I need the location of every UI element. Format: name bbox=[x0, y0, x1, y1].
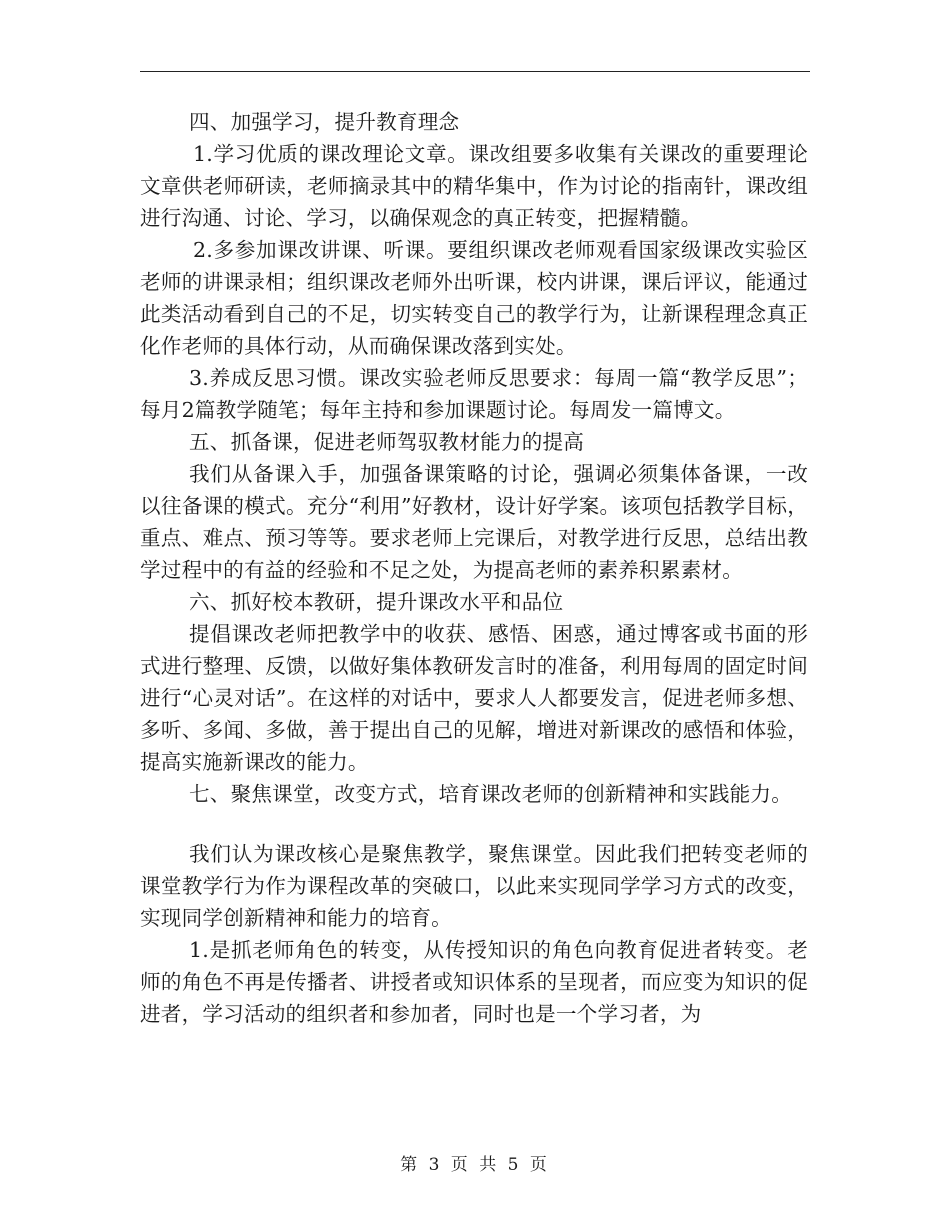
section-heading-7: 七、聚焦课堂，改变方式，培育课改老师的创新精神和实践能力。 bbox=[189, 782, 793, 806]
section-heading-4: 四、加强学习，提升教育理念 bbox=[189, 110, 460, 134]
header-rule bbox=[140, 71, 810, 72]
page-number-footer: 第 3 页 共 5 页 bbox=[400, 1155, 550, 1175]
paragraph: 提倡课改老师把教学中的收获、感悟、困惑，通过博客或书面的形式进行整理、反馈，以做好集体教研发言时的准备，利用每周的固定时间进行“心灵对话”。在这样的对话中，要求人人都要发言，促进老师多想、多听、多闻、多做，善于提出自己的见解，增进对新课改的感悟和体验，提高实施新课改的能力。 bbox=[140, 622, 808, 774]
body-text bbox=[140, 106, 808, 1030]
paragraph: 我们认为课改核心是聚焦教学，聚焦课堂。因此我们把转变老师的课堂教学行为作为课程改革的突破口，以此来实现同学学习方式的改变，实现同学创新精神和能力的培育。 bbox=[140, 842, 808, 930]
paragraph: 2.多参加课改讲课、听课。要组织课改老师观看国家级课改实验区老师的讲课录相；组织课改老师外出听课，校内讲课，课后评议，能通过此类活动看到自己的不足，切实转变自己的教学行为，让新课程理念真正化作老师的具体行动，从而确保课改落到实处。 bbox=[140, 238, 808, 358]
section-heading-6: 六、抓好校本教研，提升课改水平和品位 bbox=[189, 590, 564, 614]
paragraph: 1.是抓老师角色的转变，从传授知识的角色向教育促进者转变。老师的角色不再是传播者、讲授者或知识体系的呈现者，而应变为知识的促进者，学习活动的组织者和参加者，同时也是一个学习者，为 bbox=[140, 938, 808, 1026]
section-heading-5: 五、抓备课，促进老师驾驭教材能力的提高 bbox=[189, 430, 585, 454]
paragraph: 3.养成反思习惯。课改实验老师反思要求：每周一篇“教学反思”；每月2篇教学随笔；每年主持和参加课题讨论。每周发一篇博文。 bbox=[140, 366, 808, 422]
paragraph: 我们从备课入手，加强备课策略的讨论，强调必须集体备课，一改以往备课的模式。充分“利用”好教材，设计好学案。该项包括教学目标，重点、难点、预习等等。要求老师上完课后，对教学进行反思，总结出教学过程中的有益的经验和不足之处，为提高老师的素养积累素材。 bbox=[140, 462, 808, 582]
paragraph: 1.学习优质的课改理论文章。课改组要多收集有关课改的重要理论文章供老师研读，老师摘录其中的精华集中，作为讨论的指南针，课改组进行沟通、讨论、学习，以确保观念的真正转变，把握精髓。 bbox=[140, 142, 808, 230]
